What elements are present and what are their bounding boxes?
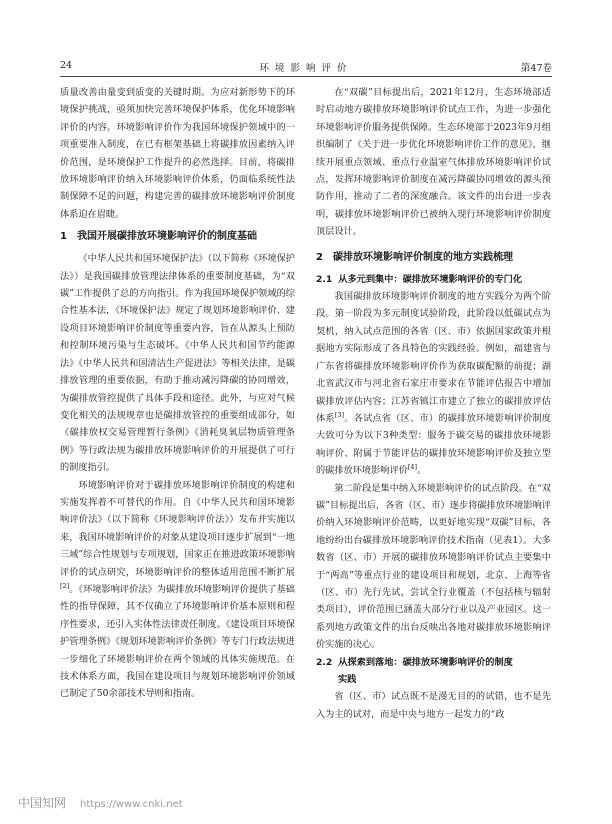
volume-label: 第47卷 xyxy=(520,63,552,74)
paragraph: 在“双碳”目标提出后，2021年12月，生态环境部适时启动地方碳排放环境影响评价试点工作，为进一步强化环境影响评价服务提供保障。生态环境部于2023年9月组织编制了《关于进一步优化环境影响评价工作的意见》，继续开展重点领域、重点行业温室气体排放环境影响评价试点，发挥环境影响评价制度在减污降碳协同增效的源头预防作用，推动了二者的深度融合。该文件的出台进一步表明，碳排放环境影响评价已被纳入现行环境影响评价制度顶层设计。 xyxy=(316,87,551,238)
site-url[interactable]: https://www.cnki.net xyxy=(80,799,183,810)
subsection-2-1-heading xyxy=(316,271,551,288)
journal-title: 环境影响评价 xyxy=(259,63,353,74)
left-column xyxy=(60,84,295,703)
citation-ref: [4] xyxy=(407,463,418,472)
paragraph xyxy=(60,477,295,703)
paragraph: 省（区、市）试点既不是漫无目的的试错，也不是先入为主的试对，而是中央与地方一起发力的“政 xyxy=(316,691,551,720)
subsection-title: 从探索到落地：碳排放环境影响评价的制度 xyxy=(338,656,513,668)
subsection-title: 从多元到集中：碳排放环境影响评价的专门化 xyxy=(338,273,523,285)
subsection-number: 2.1 xyxy=(316,273,333,285)
section-number: 2 xyxy=(316,251,323,263)
section-number: 1 xyxy=(60,231,67,243)
footer-watermark xyxy=(18,794,183,811)
paragraph-text: 我国碳排放环境影响评价制度的地方实践分为两个阶段。第一阶段为多元制度试验阶段，此阶段以低碳试点为契机，纳入试点范围的各省（区、市）依据国家政策并根据地方实际形成了各具特色的实践经验。例如，福建省与广东省将碳排放环境影响评价作为获取碳配额的前提；湖北省武汉市与河北省石家庄市要求在节能评估报告中增加碳排放评估内容；江苏省镇江市建立了独立的碳排放评估体系 xyxy=(316,291,551,424)
paragraph-text: 。 xyxy=(417,465,427,477)
section-1-heading xyxy=(60,228,295,245)
section-title: 碳排放环境影响评价制度的地方实践梳理 xyxy=(332,251,513,263)
subsection-2-2-heading xyxy=(316,654,551,689)
intro-paragraph: 质量改善由量变到质变的关键时期。为应对新形势下的环境保护挑战，亟须加快完善环境保护体系，优化环境影响评价的内容。环境影响评价作为我国环境保护领域中的一项重要准入制度，在已有框架基础上将碳排放因素纳入评价范围，是环境保护工作提升的必然选择。目前，将碳排放环境影响评价纳入环境影响评价体系，仍面临系统性法制保障不足的问题，构建完善的碳排放环境影响评价制度体系迫在眉睫。 xyxy=(60,87,295,220)
paragraph: 《中华人民共和国环境保护法》（以下简称《环境保护法》）是我国碳排放管理法律体系的重要制度基础，为“双碳”工作提供了总的方向指引。作为我国环境保护领域的综合性基本法，《环境保护法》规定了规划环境影响评价、建设项目环境影响评价制度等重要内容，旨在从源头上预防和控制环境污染与生态破坏。《中华人民共和国节约能源法》《中华人民共和国清洁生产促进法》等相关法律，是碳排放管理的重要依据，有助于推动减污降碳的协同增效，为碳排放管控提供了具体手段和途径。此外，与应对气候变化相关的法规规章也是碳排放管控的重要组成部分，如《碳排放权交易管理暂行条例》《消耗臭氧层物质管理条例》等行政法规为碳排放环境影响评价的开展提供了可行的制度指引。 xyxy=(60,253,295,474)
subsection-number: 2.2 xyxy=(316,656,333,668)
right-column xyxy=(316,84,551,723)
citation-ref: [2] xyxy=(60,581,70,590)
paragraph: 第二阶段是集中纳入环境影响评价的试点阶段。在“双碳”目标提出后，各省（区、市）逐步将碳排放环境影响评价纳入环境影响评价范畴，以更好地实现“双碳”目标，各地纷纷出台碳排放环境影响评价技术指南（见表1）。大多数省（区、市）开展的碳排放环境影响评价试点主要集中于“两高”等重点行业的建设项目和规划，北京、上海等省（区、市）先行先试，尝试全行业覆盖（不包括核与辐射类项目），评价范围已涵盖大部分行业以及产业园区。这一系列地方政策文件的出台反映出各地对碳排放环境影响评价实施的决心。 xyxy=(316,482,551,651)
subsection-title-cont: 实践 xyxy=(338,674,357,685)
site-name: 中国知网 xyxy=(18,796,67,810)
section-title: 我国开展碳排放环境影响评价的制度基础 xyxy=(76,231,257,243)
citation-ref: [3] xyxy=(334,410,345,419)
header-rule xyxy=(60,76,552,77)
running-header xyxy=(60,60,552,74)
page-number: 24 xyxy=(60,60,73,71)
section-2-heading xyxy=(316,249,551,266)
paragraph-text: 。《环境影响评价法》为碳排放环境影响评价提供了基础性的指导保障，其不仅确立了环境影响评价基本原则和程序性要求，还引入实体性法律责任制度。《建设项目环境保护管理条例》《规划环境影响评价条例》等专门行政法规进一步细化了环境影响评价在两个领域的具体实施规范。在技术体系方面，我国在建设项目与规划环境影响评价领域已制定了50余部技术导则和指南。 xyxy=(60,583,295,700)
paragraph-text: 。各试点省（区、市）的碳排放环境影响评价制度大致可分为以下3种类型：服务于碳交易的碳排放环境影响评价、附属于节能评估的碳排放环境影响评价及独立型的碳排放环境影响评价 xyxy=(316,412,552,477)
paragraph-text: 环境影响评价对于碳排放环境影响评价制度的构建和实施发挥着不可替代的作用。自《中华人民共和国环境影响评价法》（以下简称《环境影响评价法》）发布并实施以来，我国环境影响评价的对象从建设项目逐步扩展到“一地三域”综合性规划与专项规划，国家正在推进政策环境影响评价的试点研究，环境影响评价的整体适用范围不断扩展 xyxy=(60,479,295,578)
paragraph xyxy=(316,288,551,479)
